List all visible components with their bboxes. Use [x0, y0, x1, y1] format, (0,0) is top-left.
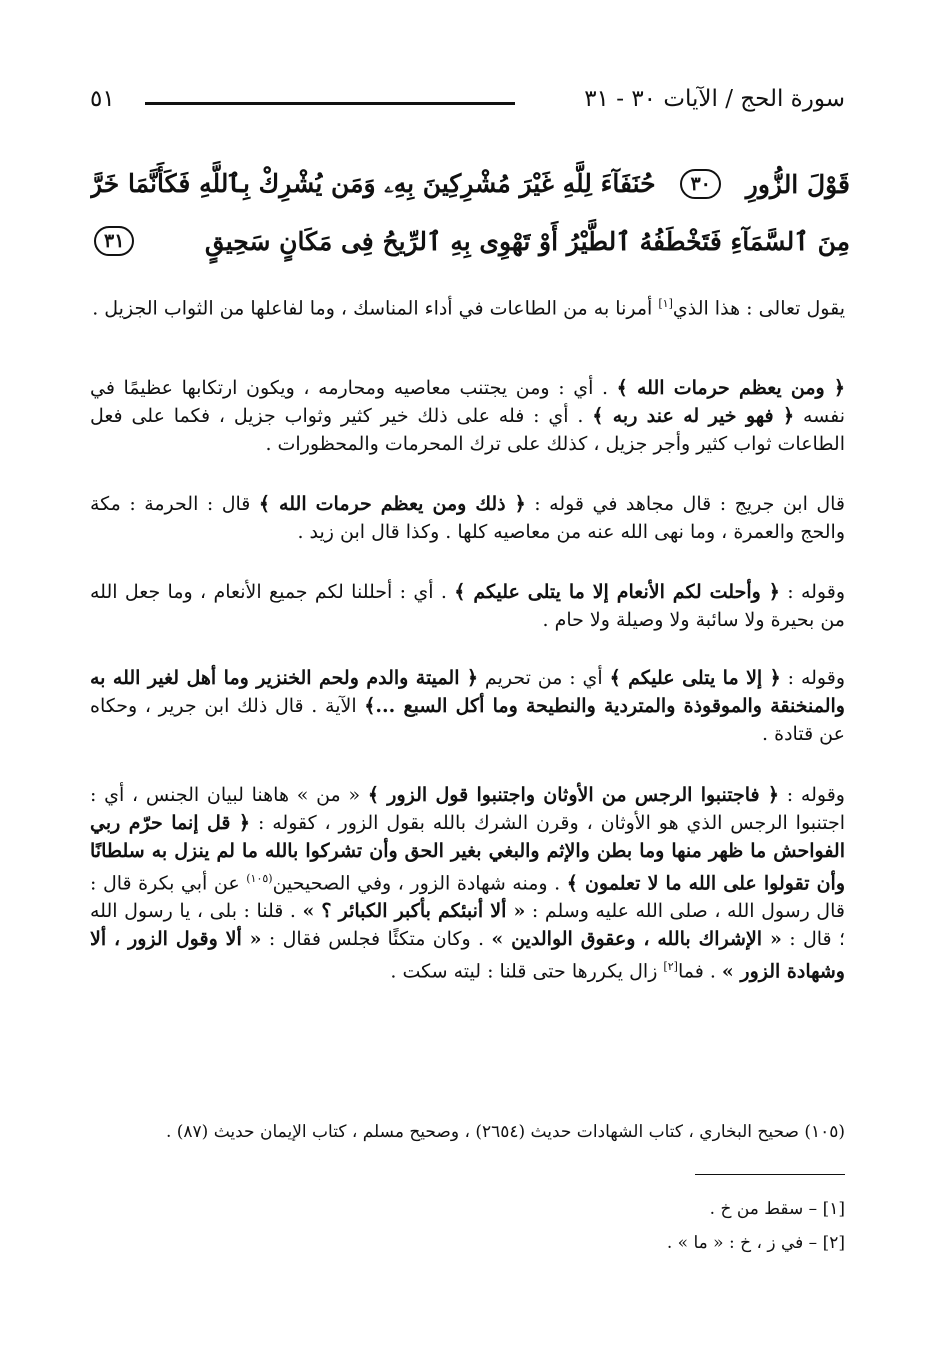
- quran-quote: ﴿ ذلك ومن يعظم حرمات الله ﴾: [258, 493, 526, 515]
- quran-verse-text: حُنَفَآءَ لِلَّهِ غَيْرَ مُشْرِكِينَ بِهِۦ وَمَن يُشْرِكْ بِٱللَّهِ فَكَأَنَّمَا خَرَّ: [90, 169, 656, 198]
- paragraph-text: . فما: [677, 960, 722, 983]
- quran-verse-end: قَوْلَ الزُّورِ: [745, 169, 850, 199]
- quran-verse-line-1: [90, 158, 850, 210]
- paragraph-text: . أي : أحللنا لكم جميع الأنعام ، وما جعل الله من بحيرة ولا سائبة ولا وصيلة ولا حام .: [90, 581, 845, 631]
- footnote-105: (١٠٥) صحيح البخاري ، كتاب الشهادات حديث (٢٦٥٤) ، وصحيح مسلم ، كتاب الإيمان حديث (٨٧) .: [165, 1122, 845, 1142]
- paragraph-text: أمرنا به من الطاعات في أداء المناسك ، وما لفاعلها من الثواب الجزيل .: [92, 297, 659, 320]
- header-rule: [145, 102, 515, 105]
- notes-rule: [695, 1174, 845, 1175]
- paragraph-1: [90, 290, 845, 322]
- page-number: ٥١: [90, 86, 115, 112]
- quran-verse-line-2: [90, 215, 850, 267]
- footnote-ref: (١٠٥): [246, 872, 273, 885]
- paragraph-5: [90, 664, 845, 748]
- note-1: [١] – سقط من خ .: [709, 1199, 845, 1219]
- paragraph-text: وقوله :: [779, 581, 846, 603]
- page-header: [90, 86, 845, 122]
- quran-quote: ﴿ الميتة والدم ولحم الخنزير وما أهل لغير الله به والمنخنقة والموقوذة والمتردية والنطيحة وما أكل السبع ...﴾: [90, 667, 845, 717]
- note-ref: [٢]: [663, 960, 678, 974]
- paragraph-text: قال : الحرمة : مكة والحج والعمرة ، وما نهى الله عنه من معاصيه كلها . وكذا قال ابن زيد .: [90, 493, 845, 543]
- paragraph-2: [90, 374, 845, 458]
- paragraph-text: الآية . قال ذلك ابن جرير ، وحكاه عن قتادة .: [90, 695, 845, 745]
- paragraph-text: . أي : فله على ذلك خير كثير وثواب جزيل ، فكما على فعل الطاعات ثواب كثير وأجر جزيل ، كذلك على ترك المحرمات والمحظورات .: [90, 405, 845, 455]
- quran-quote: ﴿ إلا ما يتلى عليكم ﴾: [609, 667, 781, 689]
- paragraph-text: . قلنا : بلى ، يا رسول الله ؛ قال :: [90, 900, 845, 951]
- paragraph-3: [90, 490, 845, 546]
- paragraph-4: [90, 578, 845, 634]
- running-title: سورة الحج / الآيات ٣٠ - ٣١: [584, 86, 845, 112]
- paragraph-text: وقوله :: [779, 784, 845, 806]
- paragraph-6: [90, 781, 845, 986]
- paragraph-text: . وكان متكئًا فجلس فقال :: [261, 928, 492, 951]
- quran-quote: ﴿ وأحلت لكم الأنعام إلا ما يتلى عليكم ﴾: [454, 581, 780, 603]
- note-ref: [١]: [658, 297, 673, 310]
- note-2: [٢] – في ز ، خ : « ما » .: [666, 1233, 845, 1253]
- hadith-quote: « الإشراك بالله ، وعقوق الوالدين »: [491, 928, 782, 951]
- quran-quote: ﴿ فاجتنبوا الرجس من الأوثان واجتنبوا قول الزور ﴾: [367, 784, 780, 806]
- paragraph-text: يقول تعالى : هذا الذي: [672, 297, 845, 320]
- quran-quote: ﴿ قل إنما حرّم ربي الفواحش ما ظهر منها وما بطن والإثم والبغي بغير الحق وأن تشركوا بالله ما لم ينزل به سلطانًا وأن تقولوا على الله ما لا تعلمون ﴾: [90, 812, 846, 895]
- paragraph-text: « من » هاهنا لبيان الجنس ، أي : اجتنبوا الرجس الذي هو الأوثان ، وقرن الشرك بالله بقول الزور ، كقوله :: [90, 784, 845, 834]
- paragraph-text: . ومنه شهادة الزور ، وفي الصحيحين: [272, 872, 567, 895]
- quran-quote: ﴿ فهو خير له عند ربه ﴾: [592, 405, 795, 427]
- quran-verse-text: مِنَ ٱلسَّمَآءِ فَتَخْطَفُهُ ٱلطَّيْرُ أَوْ تَهْوِى بِهِ ٱلرِّيحُ فِى مَكَانٍ سَحِيقٍ: [204, 226, 850, 256]
- paragraph-text: زال يكررها حتى قلنا : ليته سكت .: [390, 960, 664, 983]
- paragraph-text: قال ابن جريج : قال مجاهد في قوله :: [525, 493, 846, 515]
- hadith-quote: « ألا أنبئكم بأكبر الكبائر ؟ »: [302, 900, 526, 923]
- hadith-quote: « ألا وقول الزور ، ألا وشهادة الزور »: [90, 928, 845, 983]
- ayah-marker-30: ٣٠: [680, 169, 720, 199]
- quran-quote: ﴿ ومن يعظم حرمات الله ﴾: [616, 377, 845, 399]
- paragraph-text: وقوله :: [780, 667, 845, 689]
- ayah-marker-31: ٣١: [94, 226, 134, 256]
- paragraph-text: . أي : ومن يجتنب معاصيه ومحارمه ، ويكون ارتكابها عظيمًا في نفسه: [90, 377, 845, 427]
- paragraph-text: عن أبي بكرة قال : قال رسول الله ، صلى الله عليه وسلم :: [90, 872, 845, 923]
- paragraph-text: أي : من تحريم: [478, 667, 610, 689]
